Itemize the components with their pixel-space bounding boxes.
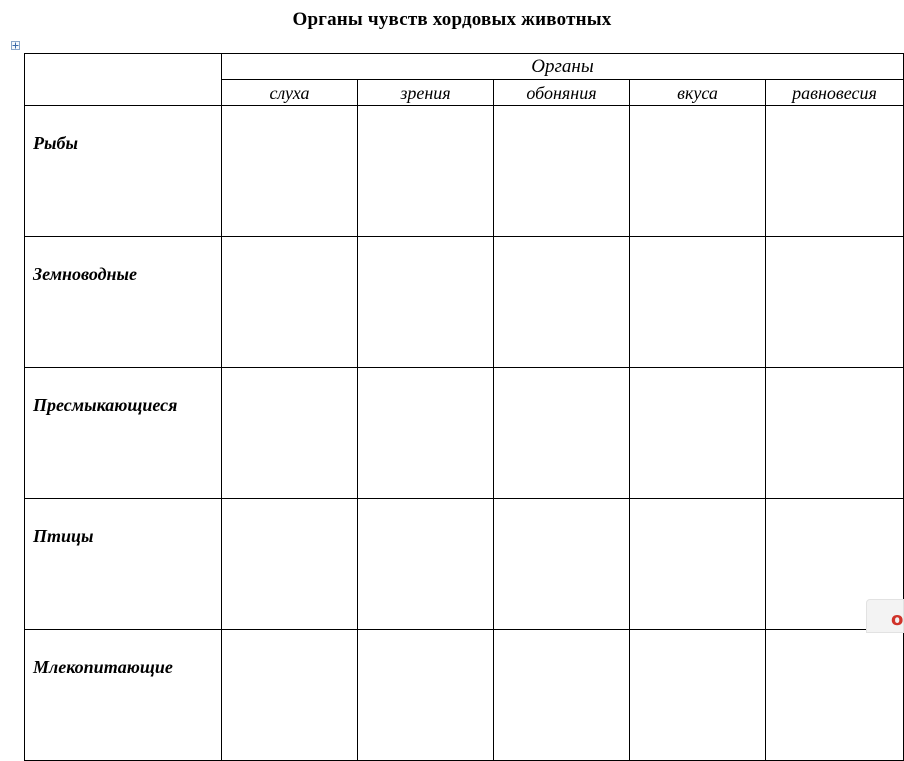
row-label-amphibians: Земноводные [25,237,222,368]
table-cell[interactable] [494,368,630,499]
table-header-row [25,54,904,80]
table-cell[interactable] [222,630,358,761]
table-cell[interactable] [222,368,358,499]
table-cell[interactable] [494,106,630,237]
table-cell[interactable] [766,237,904,368]
table-cell[interactable] [494,499,630,630]
table-cell[interactable] [766,368,904,499]
table-cell[interactable] [494,237,630,368]
page-title: Органы чувств хордовых животных [292,9,612,30]
table-cell[interactable] [630,630,766,761]
table-move-handle-icon[interactable] [11,41,20,50]
senses-table [24,53,904,761]
table-cell[interactable] [358,499,494,630]
table-cell[interactable] [358,630,494,761]
table-cell[interactable] [222,499,358,630]
corner-cell[interactable] [25,54,222,106]
table-cell[interactable] [630,368,766,499]
table-cell[interactable] [630,499,766,630]
table-row [25,630,904,761]
organ-header-hearing: слуха [222,80,358,106]
organs-group-header: Органы [222,54,904,80]
organ-header-balance: равновесия [766,80,904,106]
table-cell[interactable] [358,237,494,368]
organ-header-smell: обоняния [494,80,630,106]
badge-glyph: о [891,609,904,630]
organ-header-taste: вкуса [630,80,766,106]
table-cell[interactable] [358,368,494,499]
table-cell[interactable] [222,106,358,237]
table-row [25,106,904,237]
organ-header-vision: зрения [358,80,494,106]
row-label-fish: Рыбы [25,106,222,237]
table-cell[interactable] [630,237,766,368]
table-cell[interactable] [222,237,358,368]
table-row [25,368,904,499]
row-label-birds: Птицы [25,499,222,630]
app-badge-icon[interactable] [866,599,904,633]
table-row [25,499,904,630]
table-cell[interactable] [766,630,904,761]
table-cell[interactable] [766,106,904,237]
table-cell[interactable] [358,106,494,237]
table-cell[interactable] [494,630,630,761]
row-label-reptiles: Пресмыкающиеся [25,368,222,499]
table-cell[interactable] [630,106,766,237]
table-row [25,237,904,368]
row-label-mammals: Млекопитающие [25,630,222,761]
